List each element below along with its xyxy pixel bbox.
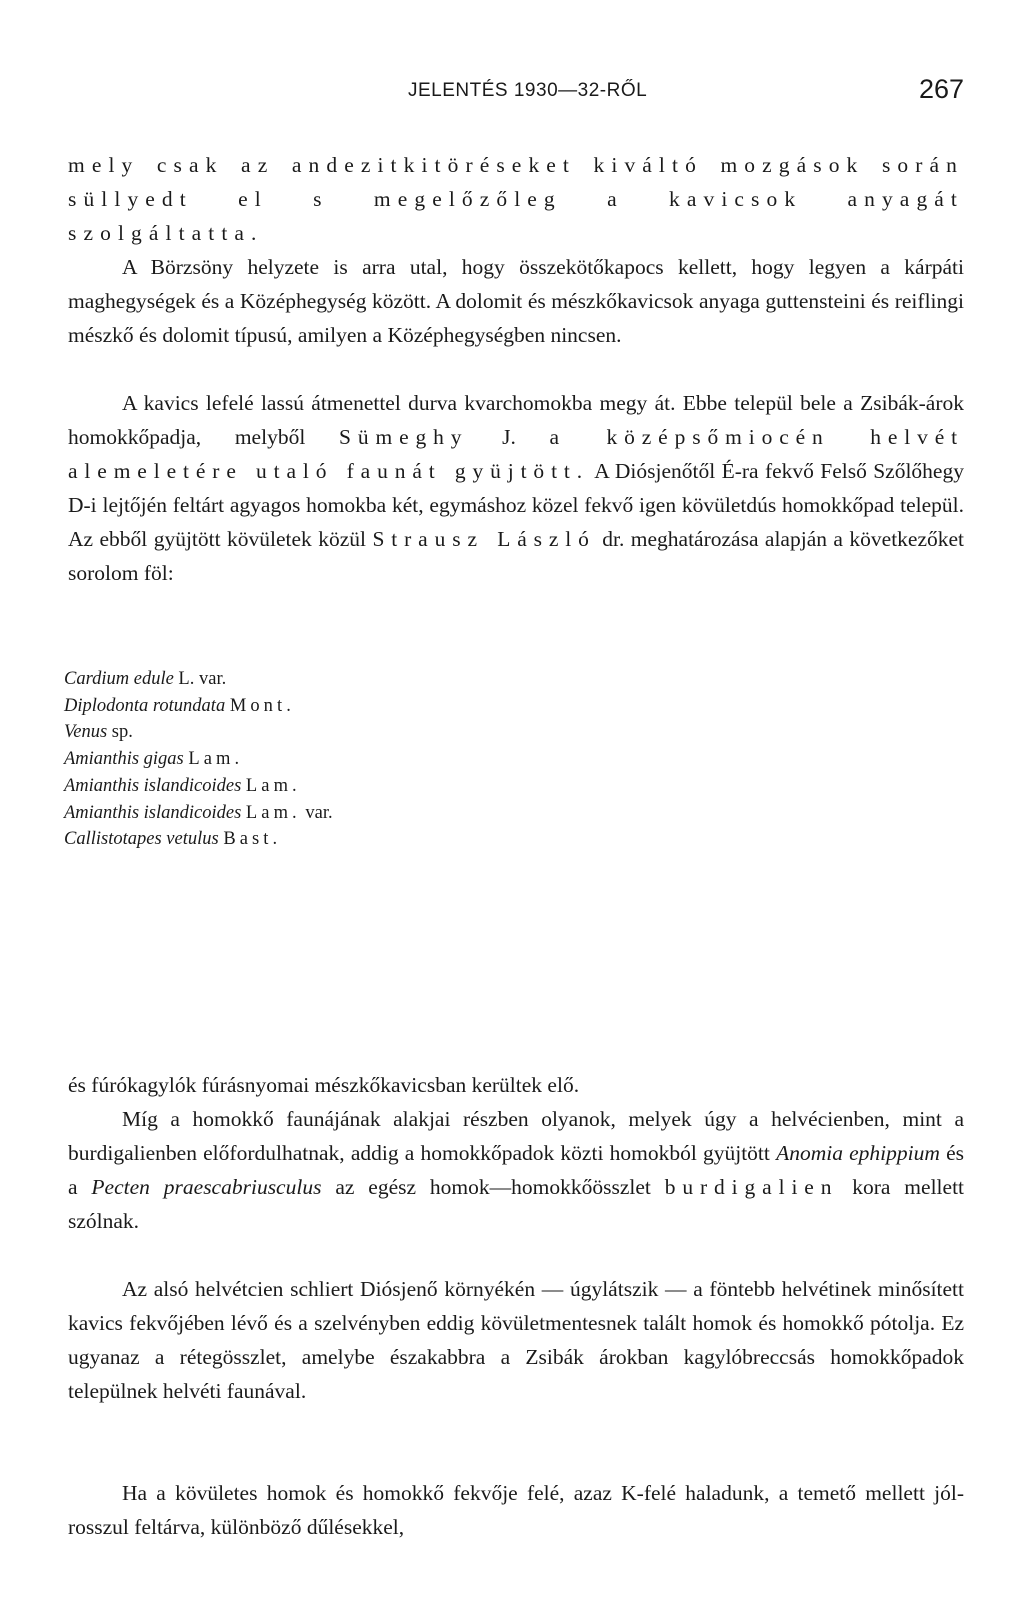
p3-text-d: dr. meghatározása alapján a következőket sorolom föl: [68,527,965,585]
species-pecten: Pecten praescabriusculus [91,1175,322,1199]
species-name: Diplodonta rotundata [64,695,226,716]
species-extra: var. [198,669,227,689]
species-author: sp. [111,722,133,743]
species-author: Lam. [245,802,301,823]
paragraph-continuation: mely csak az andezitkitöréseket kiváltó mozgások során süllyedt el s megelőzőleg a kavicsok anyagát szolgáltatta. [68,153,964,245]
species-name: Amianthis islandicoides [64,775,242,796]
p3-spaced-text: a középsőmiocén helvét alemeletére utaló faunát gyüjtött. [68,425,965,483]
author-name-sumeghy: Sümeghy [339,425,469,449]
paragraph-homokko-fauna [68,1102,964,1238]
species-author: Lam. [188,749,244,770]
p2-text-c: az egész homok—homokkőösszlet [335,1175,651,1199]
species-author: Mont. [229,695,295,716]
p3-text-c: A Diósjenőtől É-ra fekvő Felső Szőlőhegy D-i lejtőjén feltárt agyagos homokba két, egymáshoz közel fekvő igen kövületdús homokkőpad települ. Az ebből gyüjtött kövületek közül [68,459,964,551]
species-item [64,693,764,720]
species-extra: var. [305,802,333,823]
paragraph-furokagylok: és fúrókagylók fúrásnyomai mészkőkavicsban kerültek elő. [68,1073,580,1097]
p3-text-a: A kavics lefelé lassú átmenettel durva kvarchomokba megy át. Ebbe települ bele a Zsibák-árok homokkőpadja, melyből [68,391,964,449]
species-item [64,773,764,800]
p2-spaced-burdigalien: burdigalien [664,1175,839,1199]
species-anomia: Anomia ephippium [776,1141,940,1165]
species-item [64,666,764,693]
species-item [64,800,764,827]
species-name: Cardium edule [64,669,174,689]
paragraph-kovuletes-homok: Ha a kövületes homok és homokkő fekvője felé, azaz K-felé haladunk, a temető mellett jól-rosszul feltárva, különböző dűlésekkel, [68,1481,964,1539]
p2-text-d: kora mellett szólnak. [68,1175,965,1233]
species-list [64,666,764,853]
species-name: Amianthis islandicoides [64,802,242,823]
page-header [68,74,964,114]
species-name: Amianthis gigas [64,749,184,770]
p3-text-b: J. [502,425,516,449]
species-item [64,826,764,853]
paragraph-borzsony: A Börzsöny helyzete is arra utal, hogy összekötőkapocs kellett, hogy legyen a kárpáti maghegységek és a Középhegység között. A dolomit és mészkőkavicsok anyaga guttensteini és reiflingi mészkő és dolomit típusú, amilyen a Középhegységben nincsen. [68,255,964,347]
species-name: Venus [64,722,108,743]
species-author: Bast. [223,829,282,850]
species-item [64,746,764,773]
paragraph-kavics [68,386,964,590]
species-name: Callistotapes vetulus [64,829,219,850]
paragraph-also-helvetcien: Az alsó helvétcien schliert Diósjenő környékén — úgylátszik — a föntebb helvétinek minősített kavics fekvőjében lévő és a szelvényben eddig kövületmentesnek talált homok és homokkő pótolja. Ez ugyanaz a rétegösszlet, amelybe északabbra a Zsibák árokban kagylóbreccsás homokkőpadok települnek helvéti faunával. [68,1277,964,1403]
p2-text-a: Míg a homokkő faunájának alakjai részben olyanok, melyek úgy a helvécienben, mint a burdigalienben előfordulhatnak, addig a homokkőpadok közti homokból gyüjtött [68,1107,964,1165]
running-title: JELENTÉS 1930—32-RŐL [408,80,648,101]
species-author: Lam. [245,775,301,796]
species-item [64,719,764,746]
page-number: 267 [918,74,964,104]
author-name-strausz: Strausz László [372,527,596,551]
p2-text-b: és a [68,1141,965,1199]
species-author: L. [178,669,195,689]
